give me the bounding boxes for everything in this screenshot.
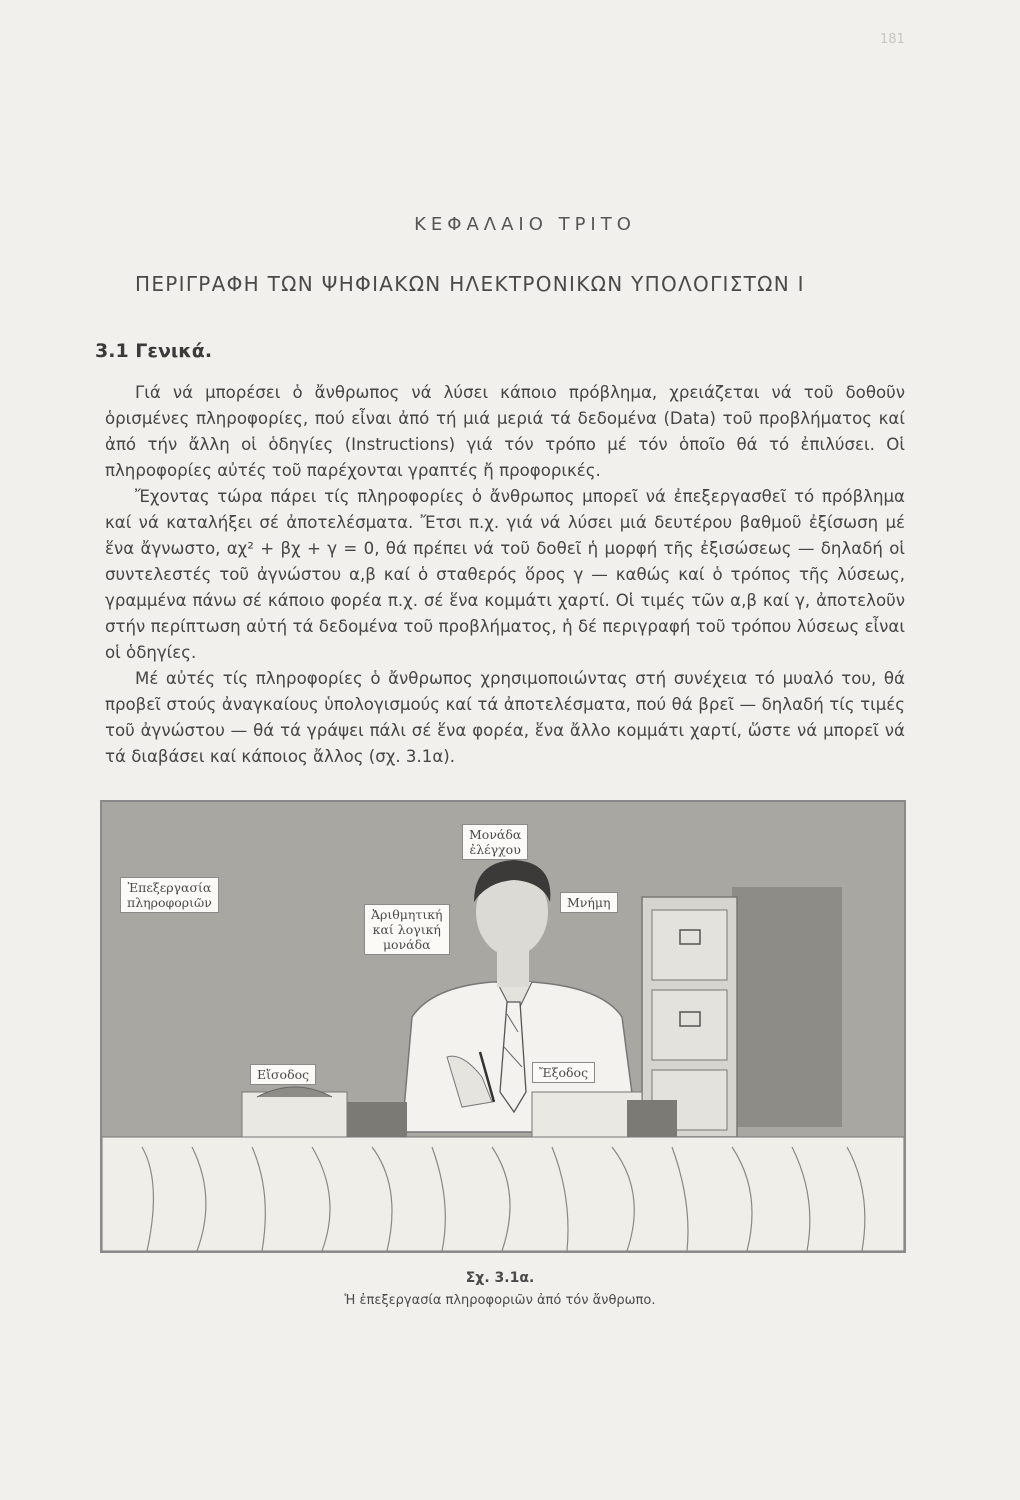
label-control-unit: Μονάδα ἐλέγχου <box>462 824 528 860</box>
paragraph: Γιά νά μπορέσει ὁ ἄνθρωπος νά λύσει κάποιο πρόβλημα, χρειάζεται νά τοῦ δοθοῦν ὁρισμένες πληροφορίες, πού εἶναι ἀπό τή μιά μεριά τά δεδομένα (Data) τοῦ προβλήματος καί ἀπό τήν ἄλλη οἱ ὁδηγίες (Instructions) γιά τόν τρόπο μέ τόν ὁποῖο θά τό ἐπιλύσει. Οἱ πληροφορίες αὐτές τοῦ παρέχονται γραπτές ἤ προφορικές. <box>105 383 905 480</box>
desk <box>102 1137 904 1251</box>
paragraph: Μέ αὐτές τίς πληροφορίες ὁ ἄνθρωπος χρησιμοποιώντας στή συνέχεια τό μυαλό του, θά προβεῖ στούς ἀναγκαίους ὑπολογισμούς καί τά ἀποτελέσματα, πού θά βρεῖ — δηλαδή τίς τιμές τοῦ ἀγνώστου — θά τά γράψει πάλι σέ ἕνα φορέα, ἕνα ἄλλο κομμάτι χαρτί, ὥστε νά μπορεῖ νά τά διαβάσει καί κάποιος ἄλλος (σχ. 3.1α). <box>105 669 905 766</box>
section-heading: 3.1 Γενικά. <box>95 340 213 362</box>
paragraph: Ἔχοντας τώρα πάρει τίς πληροφορίες ὁ ἄνθρωπος μπορεῖ νά ἐπεξεργασθεῖ τό πρόβλημα καί νά καταλήξει σέ ἀποτελέσματα. Ἔτσι π.χ. γιά νά λύσει μιά δευτέρου βαθμοῦ ἐξίσωση μέ ἕνα ἄγνωστο, αχ² + βχ + γ = 0, θά πρέπει νά τοῦ δοθεῖ ἡ μορφή τῆς ἐξισώσεως — δηλαδή οἱ συντελεστές τοῦ ἀγνώστου α,β καί ὁ σταθερός ὅρος γ — καθώς καί ὁ τρόπος τῆς λύσεως, γραμμένα πάνω σέ κάποιο φορέα π.χ. σέ ἕνα κομμάτι χαρτί. Οἱ τιμές τῶν α,β καί γ, ἀποτελοῦν στήν περίπτωση αὐτή τά δεδομένα τοῦ προβλήματος, ἡ δέ περιγραφή τοῦ τρόπου λύσεως εἶναι οἱ ὁδηγίες. <box>105 487 905 662</box>
label-output: Ἔξοδος <box>532 1062 595 1083</box>
figure-drawing <box>102 802 904 1251</box>
figure-illustration <box>100 800 906 1253</box>
page-number: 181 <box>880 32 905 47</box>
filing-cabinet <box>642 887 842 1137</box>
label-information-processing: Ἐπεξεργασία πληροφοριῶν <box>120 877 219 913</box>
figure-caption-text: Ἡ ἐπεξεργασία πληροφοριῶν ἀπό τόν ἄνθρωπο. <box>344 1293 656 1308</box>
body-text <box>105 380 905 770</box>
label-alu: Ἀριθμητική καί λογική μονάδα <box>364 904 450 955</box>
label-memory: Μνήμη <box>560 892 618 913</box>
chapter-heading: ΚΕΦΑΛΑΙΟ ΤΡΙΤΟ <box>414 214 636 235</box>
label-input: Εἴσοδος <box>250 1064 316 1085</box>
chapter-title: ΠΕΡΙΓΡΑΦΗ ΤΩΝ ΨΗΦΙΑΚΩΝ ΗΛΕΚΤΡΟΝΙΚΩΝ ΥΠΟΛΟΓΙΣΤΩΝ Ι <box>135 272 805 296</box>
figure-caption-number: Σχ. 3.1α. <box>465 1270 535 1286</box>
